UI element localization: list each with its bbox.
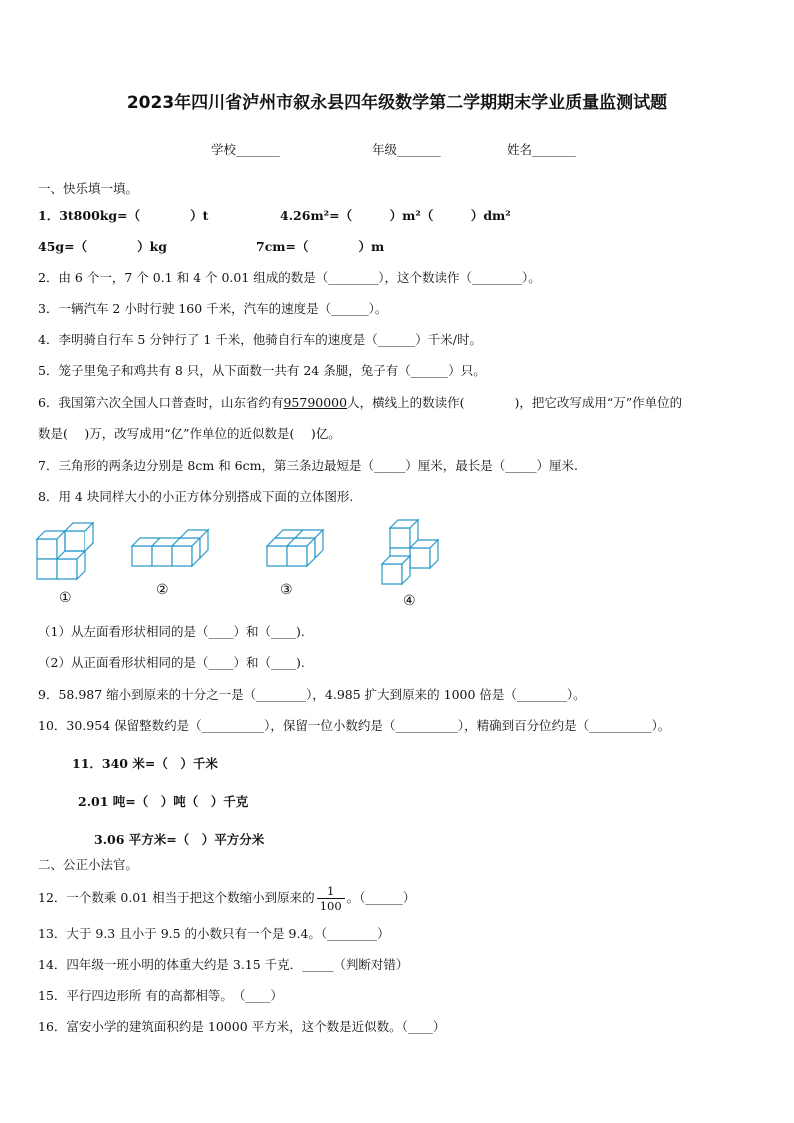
question-5: 5．笼子里兔子和鸡共有 8 只，从下面数一共有 24 条腿，兔子有（______）只。 bbox=[38, 363, 486, 378]
question-6-line-2: 数是( )万，改写成用“亿”作单位的近似数是( )亿。 bbox=[38, 426, 341, 441]
question-6-line-1 bbox=[38, 394, 682, 412]
fraction-numerator: 1 bbox=[317, 884, 345, 899]
grade-field: 年级_______ bbox=[372, 142, 441, 157]
question-8: 8．用 4 块同样大小的小正方体分别搭成下面的立体图形. bbox=[38, 489, 354, 504]
question-11a: 11．340 米=（ ）千米 bbox=[72, 756, 218, 771]
figure-label-2: ② bbox=[156, 582, 169, 598]
school-field: 学校_______ bbox=[211, 142, 280, 157]
section-2-heading: 二、公正小法官。 bbox=[38, 857, 139, 872]
question-1c: 45g=（ ）kg bbox=[38, 239, 168, 254]
question-14: 14．四年级一班小明的体重大约是 3.15 千克．_____（判断对错） bbox=[38, 957, 409, 972]
population-number: 95790000 bbox=[283, 395, 348, 410]
question-8-part-2: （2）从正面看形状相同的是（____）和（____). bbox=[38, 655, 305, 670]
name-field: 姓名_______ bbox=[507, 142, 576, 157]
section-1-heading: 一、快乐填一填。 bbox=[38, 181, 139, 196]
fraction-denominator: 100 bbox=[319, 899, 342, 913]
question-1a: 1．3t800kg=（ ）t bbox=[38, 208, 209, 223]
cube-figure-4 bbox=[381, 519, 443, 587]
question-8-part-1: （1）从左面看形状相同的是（____）和（____). bbox=[38, 624, 305, 639]
question-13: 13．大于 9.3 且小于 9.5 的小数只有一个是 9.4。（________） bbox=[38, 926, 390, 941]
figure-label-1: ① bbox=[59, 590, 72, 606]
figure-label-3: ③ bbox=[280, 582, 293, 598]
question-12-answer: 。（______） bbox=[346, 890, 416, 905]
question-1b: 4.26m²=（ ）m²（ ）dm² bbox=[280, 208, 511, 223]
question-11c: 3.06 平方米=（ ）平方分米 bbox=[94, 832, 265, 847]
question-9: 9．58.987 缩小到原来的十分之一是（________），4.985 扩大到原来的 1000 倍是（________）。 bbox=[38, 687, 586, 702]
question-3: 3．一辆汽车 2 小时行驶 160 千米，汽车的速度是（______）。 bbox=[38, 301, 388, 316]
question-15: 15．平行四边形所 有的高都相等。 （____） bbox=[38, 988, 283, 1003]
figure-label-4: ④ bbox=[403, 593, 416, 609]
question-1d: 7cm=（ ）m bbox=[256, 239, 385, 254]
question-11b: 2.01 吨=（ ）吨（ ）千克 bbox=[78, 794, 249, 809]
question-4: 4．李明骑自行车 5 分钟行了 1 千米，他骑自行车的速度是（______）千米/时。 bbox=[38, 332, 482, 347]
cube-figure-1 bbox=[36, 520, 106, 582]
question-12 bbox=[38, 880, 415, 916]
fraction-one-hundredth bbox=[317, 884, 345, 913]
question-12-text: 12．一个数乘 0.01 相当于把这个数缩小到原来的 bbox=[38, 890, 315, 905]
question-6-suffix: 人，横线上的数读作( )，把它改写成用“万”作单位的 bbox=[347, 395, 683, 410]
cube-figure-2 bbox=[131, 527, 215, 577]
question-7: 7．三角形的两条边分别是 8cm 和 6cm，第三条边最短是（_____）厘米，最长是（_____）厘米. bbox=[38, 458, 578, 473]
question-2: 2．由 6 个一，7 个 0.1 和 4 个 0.01 组成的数是（________），这个数读作（________）。 bbox=[38, 270, 541, 285]
question-16: 16．富安小学的建筑面积约是 10000 平方米，这个数是近似数。（____） bbox=[38, 1019, 446, 1034]
page-title: 2023年四川省泸州市叙永县四年级数学第二学期期末学业质量监测试题 bbox=[126, 93, 668, 113]
question-10: 10．30.954 保留整数约是（__________），保留一位小数约是（__________），精确到百分位约是（__________）。 bbox=[38, 718, 671, 733]
cube-figure-3 bbox=[266, 527, 332, 577]
question-6-prefix: 6．我国第六次全国人口普查时，山东省约有 bbox=[38, 395, 284, 410]
